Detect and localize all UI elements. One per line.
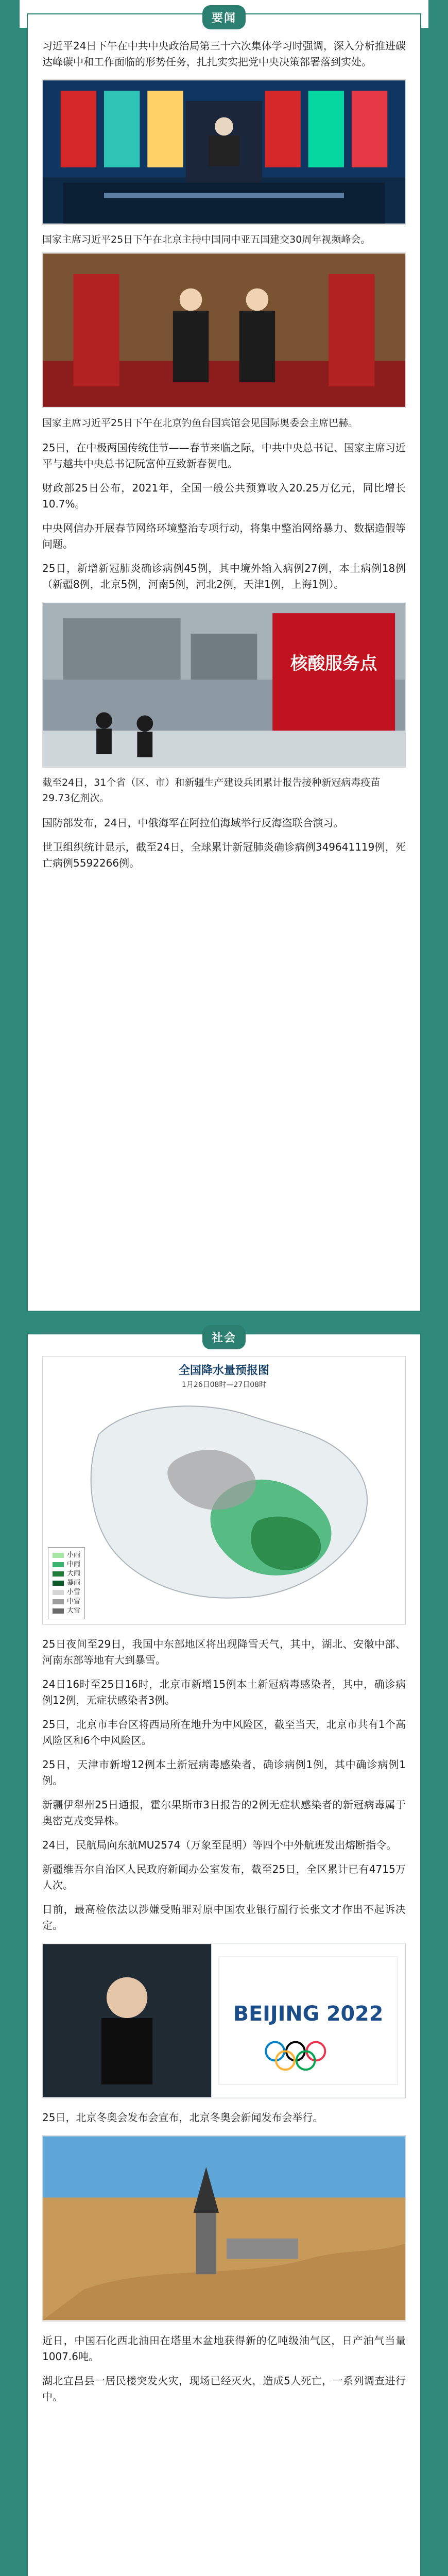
legend-item: 暴雨 — [53, 1579, 80, 1588]
legend-item: 大雨 — [53, 1569, 80, 1579]
olympics-scene — [43, 1943, 405, 2098]
legend-swatch — [53, 1581, 64, 1586]
summit-caption: 国家主席习近平25日下午在北京主持中国同中亚五国建交30周年视频峰会。 — [42, 234, 371, 245]
meeting-scene — [43, 253, 405, 408]
summit-image — [42, 79, 406, 225]
legend-swatch — [53, 1553, 64, 1558]
news-item: 国防部发布，24日，中俄海军在阿拉伯海域举行反海盗联合演习。 — [42, 817, 344, 829]
summit-scene — [43, 80, 405, 224]
legend-swatch — [53, 1590, 64, 1595]
meeting-caption: 国家主席习近平25日下午在北京钓鱼台国宾馆会见国际奥委会主席巴赫。 — [42, 417, 358, 429]
testing-site-scene — [43, 602, 405, 767]
society-item: 新疆伊犁州25日通报，霍尔果斯市3日报告的2例无症状感染者的新冠病毒属于奥密克戎变异株。 — [42, 1799, 406, 1827]
left-border — [0, 0, 20, 2576]
map-title: 全国降水量预报图 — [178, 1364, 269, 1377]
news-card — [27, 13, 421, 1312]
testing-site-image — [42, 602, 406, 768]
map-subtitle: 1月26日08时—27日08时 — [181, 1381, 267, 1389]
map-graphic — [43, 1357, 405, 1624]
beijing-2022-text: BEIJING 2022 — [233, 2002, 384, 2026]
news-item: 25日，新增新冠肺炎确诊病例45例，其中境外输入病例27例，本土病例18例（新疆8例，北京5例，河南5例，河北2例，天津1例，上海1例）。 — [42, 562, 406, 590]
society-item: 25日夜间至29日，我国中东部地区将出现降雪天气，其中，湖北、安徽中部、河南东部等地有大到暴雪。 — [42, 1638, 406, 1666]
society-item: 湖北宜昌县一居民楼突发火灾，现场已经灭火，造成5人死亡，一系列调查进行中。 — [42, 2375, 406, 2403]
news-item: 25日，在中极两国传统佳节——春节来临之际，中共中央总书记、国家主席习近平与越共中央总书记阮富仲互致新春贺电。 — [42, 442, 406, 470]
olympics-image — [42, 1943, 406, 2098]
legend-swatch — [53, 1599, 64, 1604]
right-border — [428, 0, 448, 2576]
news-item: 中央网信办开展春节网络环境整治专项行动，将集中整治网络暴力、数据造假等问题。 — [42, 522, 406, 550]
section-title: 要闻 — [202, 5, 246, 29]
legend-item: 中雨 — [53, 1560, 80, 1569]
legend-swatch — [53, 1608, 64, 1614]
legend-swatch — [53, 1571, 64, 1577]
news-item: 习近平24日下午在中共中央政治局第三十六次集体学习时强调，深入分析推进碳达峰碳中和工作面临的形势任务，扎扎实实把党中央决策部署落到实处。 — [42, 40, 406, 68]
legend-swatch — [53, 1562, 64, 1567]
precip-map-1 — [42, 1356, 406, 1625]
meeting-image — [42, 252, 406, 408]
legend-item: 小雪 — [53, 1588, 80, 1597]
society-item: 25日，天津市新增12例本土新冠病毒感染者，确诊病例1例，其中确诊病例1例。 — [42, 1758, 406, 1787]
legend-item: 中雪 — [53, 1597, 80, 1606]
society-item: 24日，民航局向东航MU2574（万象至昆明）等四个中外航班发出熔断指令。 — [42, 1839, 397, 1851]
society-item: 25日，北京市丰台区将西局所在地升为中风险区，截至当天，北京市共有1个高风险区和6个中风险区。 — [42, 1718, 406, 1747]
society-item: 25日，北京冬奥会发布会宣布，北京冬奥会新闻发布会举行。 — [42, 2111, 323, 2124]
legend-item: 大雪 — [53, 1606, 80, 1616]
testing-caption: 截至24日，31个省（区、市）和新疆生产建设兵团累计报告接种新冠病毒疫苗29.73亿剂次。 — [42, 777, 381, 804]
society-item: 24日16时至25日16时，北京市新增15例本土新冠病毒感染者，其中，确诊病例12例，无症状感染者3例。 — [42, 1678, 406, 1706]
society-item: 新疆维吾尔自治区人民政府新闻办公室发布，截至25日，全区累计已有4715万人次。 — [42, 1863, 406, 1891]
oil-field-image — [42, 2135, 406, 2321]
society-item: 近日，中国石化西北油田在塔里木盆地获得新的亿吨级油气区，日产油气当量1007.6吨。 — [42, 2334, 406, 2363]
oil-field-scene — [43, 2136, 405, 2321]
news-item: 财政部25日公布，2021年，全国一般公共预算收入20.25万亿元，同比增长10.7%。 — [42, 482, 406, 510]
news-item: 世卫组织统计显示，截至24日，全球累计新冠肺炎确诊病例349641119例，死亡病例5592266例。 — [42, 841, 406, 869]
society-card — [27, 1333, 421, 2576]
society-item: 日前，最高检依法以涉嫌受贿罪对原中国农业银行副行长张文才作出不起诉决定。 — [42, 1903, 406, 1931]
legend-item: 小雨 — [53, 1551, 80, 1560]
section-title: 社会 — [202, 1325, 246, 1349]
map-legend — [48, 1547, 85, 1619]
testing-site-sign: 核酸服务点 — [290, 653, 377, 674]
